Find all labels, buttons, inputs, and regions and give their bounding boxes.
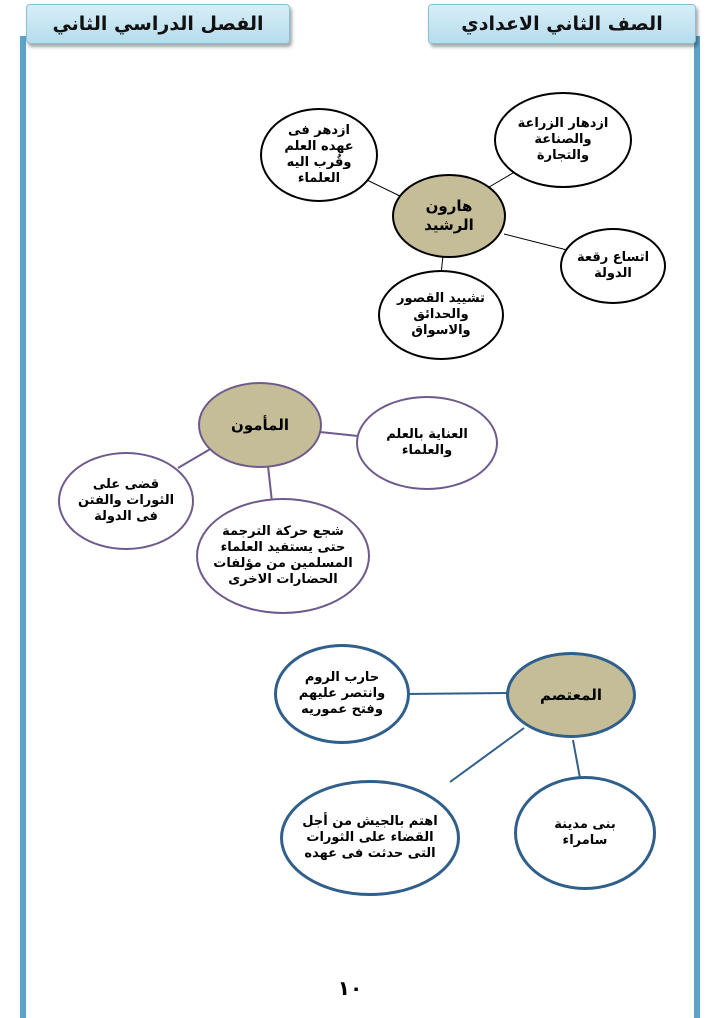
mamoun-care-node: العناية بالعلم والعلماء — [356, 396, 498, 490]
connector-mutasim-samarra — [573, 740, 580, 778]
connector-mutasim-army — [450, 728, 524, 782]
connector-mutasim-romans — [405, 693, 508, 694]
mutasim-army-node: اهتم بالجيش من أجل القضاء على الثورات التى حدثت فى عهده — [280, 780, 460, 896]
mutasim-center-node: المعتصم — [506, 652, 636, 738]
haroun-palaces-node: تشييد القصور والحدائق والاسواق — [378, 270, 504, 360]
page-number: ١٠ — [337, 976, 363, 1000]
mamoun-translation-node: شجع حركة الترجمة حتى يستفيد العلماء المسلمين من مؤلفات الحضارات الاخرى — [196, 498, 370, 614]
haroun-center-node: هارون الرشيد — [392, 174, 506, 258]
haroun-agriculture-node: ازدهار الزراعة والصناعة والتجارة — [494, 92, 632, 188]
grade-header: الصف الثاني الاعدادي — [428, 4, 696, 44]
mutasim-romans-node: حارب الروم وانتصر عليهم وفتح عموريه — [274, 644, 410, 744]
haroun-expansion-node: اتساع رقعة الدولة — [560, 228, 666, 304]
connector-haroun-expansion — [504, 234, 567, 250]
mamoun-revolts-node: قضى على الثورات والفتن فى الدولة — [58, 452, 194, 550]
connector-haroun-science — [367, 180, 402, 197]
connector-mamoun-care — [320, 432, 358, 436]
semester-header: الفصل الدراسي الثاني — [26, 4, 290, 44]
mutasim-samarra-node: بنى مدينة سامراء — [514, 776, 656, 890]
mamoun-center-node: المأمون — [198, 382, 322, 468]
connector-mamoun-translation — [268, 466, 272, 502]
haroun-science-node: ازدهر فى عهده العلم وقُرب اليه العلماء — [260, 108, 378, 202]
connector-mamoun-revolts — [178, 448, 212, 468]
